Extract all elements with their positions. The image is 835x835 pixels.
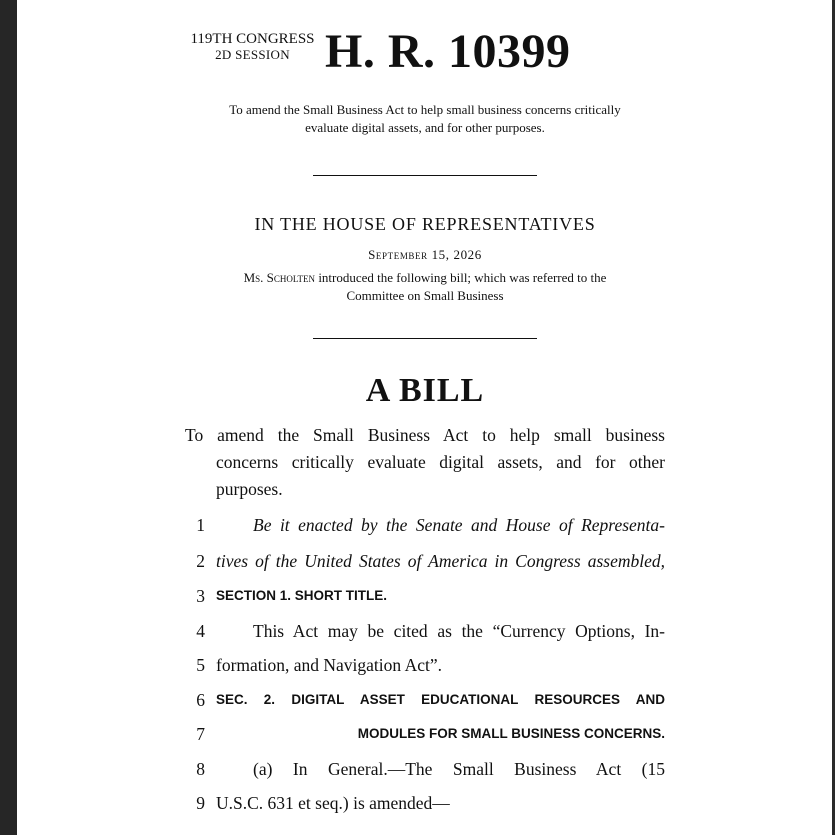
line-number: 2 [196,551,205,571]
section-2-heading-part-2: MODULES FOR SMALL BUSINESS CONCERNS. [357,726,665,741]
line-number: 6 [196,690,205,710]
short-title-text-part-1: This Act may be cited as the “Currency Options, In- [253,621,665,641]
congress-label: 119TH CONGRESS [190,31,315,47]
line-number: 9 [196,793,205,813]
bill-long-title [185,422,665,503]
congress-session-block [185,31,320,63]
bill-line-8 [185,752,665,786]
enacting-clause-part-2: tives of the United States of America in Congress assembled, [216,551,665,571]
line-number: 3 [196,586,205,606]
bill-line-9 [185,786,665,820]
short-purpose [167,101,683,137]
line-number: 1 [196,515,205,535]
introduction-text: introduced the following bill; which was referred to the [315,270,607,285]
bill-line-3 [185,579,665,613]
long-title-line-1: To amend the Small Business Act to help small business [185,425,665,445]
session-label: 2D SESSION [215,47,290,62]
line-number: 7 [196,724,205,744]
introduction-date: September 15, 2026 [368,247,482,262]
subsection-a-text-continued: U.S.C. 631 et seq.) is amended— [216,793,450,813]
sponsor-name: Ms. Scholten [243,270,316,285]
divider-rule-top [313,175,537,176]
long-title-line-3: purposes. [216,479,283,499]
introduction-line-1 [167,269,683,287]
bill-line-7 [185,717,665,751]
bill-heading: A BILL [365,372,485,409]
bill-line-6 [185,683,665,717]
bill-line-2 [185,544,665,578]
short-title-text-part-2: formation, and Navigation Act”. [216,655,442,675]
bill-line-4 [185,614,665,648]
introduction-statement [167,269,683,305]
enacting-clause-part-1: Be it enacted by the Senate and House of Representa- [253,515,665,535]
document-page [17,0,832,835]
line-number: 5 [196,655,205,675]
bill-number: H. R. 10399 [325,25,571,78]
bill-line-1 [185,508,665,542]
subsection-a-text: (a) In General.—The Small Business Act (15 [253,759,665,779]
line-number: 8 [196,759,205,779]
line-number: 4 [196,621,205,641]
chamber-heading: IN THE HOUSE OF REPRESENTATIVES [254,214,596,234]
divider-rule-bottom [313,338,537,339]
committee-name: Committee on Small Business [346,288,504,303]
bill-line-5 [185,648,665,682]
long-title-line-2: concerns critically evaluate digital assets, and for other [216,452,665,472]
section-1-heading: SECTION 1. SHORT TITLE. [216,588,388,603]
short-purpose-line-1: To amend the Small Business Act to help small business concerns critically [229,102,621,117]
short-purpose-line-2: evaluate digital assets, and for other purposes. [305,120,545,135]
section-2-heading-part-1: SEC. 2. DIGITAL ASSET EDUCATIONAL RESOURCES AND [216,692,665,707]
viewer-left-edge [0,0,17,835]
